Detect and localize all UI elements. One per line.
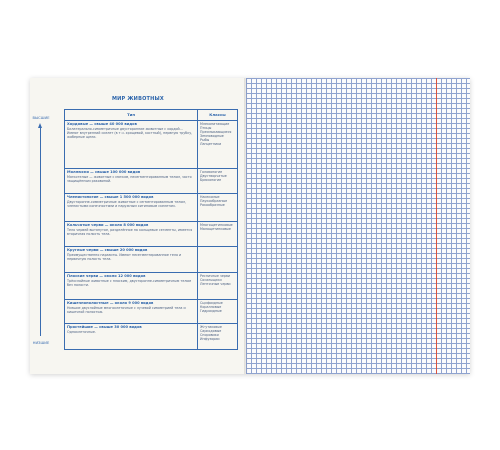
table-row (65, 273, 238, 300)
table-row (65, 324, 238, 350)
table-row (65, 222, 238, 247)
table-header-row (65, 110, 238, 121)
class-item: Саркодовые (200, 329, 222, 333)
table-row (65, 194, 238, 222)
type-name: Моллюски — свыше 100 000 видов (67, 170, 141, 174)
type-description: Билатерально-симметричные двусторонние животные с хордой... Имеют внутренний скелет (в т.ч. хрящевой, костный), нервную трубку, жаберные щели. (67, 126, 193, 139)
class-item: Ракообразные (200, 203, 225, 207)
type-name: Кольчатые черви — около 8 000 видов (67, 223, 149, 227)
classes-cell (198, 273, 238, 300)
classes-cell (198, 300, 238, 324)
table-row (65, 300, 238, 324)
classes-cell (198, 247, 238, 273)
header-classes: Классы (198, 110, 238, 121)
type-name: Хордовые — свыше 40 000 видов (67, 122, 137, 126)
type-name: Членистоногие — свыше 1 500 000 видов (67, 195, 154, 199)
type-name: Круглые черви — свыше 20 000 видов (67, 248, 148, 252)
class-item: Двустворчатые (200, 174, 227, 178)
classes-cell (198, 324, 238, 350)
animal-types-table (64, 109, 238, 350)
red-margin-line (436, 78, 437, 374)
type-name: Плоские черви — около 12 000 видов (67, 274, 146, 278)
type-description: Мягкотелые — животные с мягким, несегментированным телом, часто защищённым раковиной. (67, 174, 192, 183)
type-cell (65, 300, 198, 324)
type-cell (65, 324, 198, 350)
type-description: Преимущественно паразиты. Имеют несегментированное тело и первичную полость тела. (67, 252, 182, 261)
class-item: Млекопитающие (200, 122, 230, 126)
classes-cell (198, 194, 238, 222)
type-description: Низшие двуслойные многоклеточные с лучевой симметрией тела и кишечной полостью. (67, 305, 186, 314)
type-cell (65, 169, 198, 194)
class-item: Гидроидные (200, 309, 222, 313)
axis-label-bottom: НИЗШИЕ (32, 341, 50, 345)
class-item: Ленточные черви (200, 282, 231, 286)
page-fold (244, 78, 248, 374)
class-item: Рыбы (200, 138, 210, 142)
type-name: Простейшие — свыше 30 000 видов (67, 325, 142, 329)
type-description: Двусторонне-симметричные животные с сегментированным телом, членистыми конечностями и наружным хитиновым скелетом. (67, 199, 186, 208)
table-row (65, 169, 238, 194)
class-item: Птицы (200, 126, 212, 130)
class-item: Пресмыкающиеся (200, 130, 232, 134)
class-item: Ланцетники (200, 142, 222, 146)
type-description: Одноклеточные. (67, 329, 96, 334)
page-title: МИР ЖИВОТНЫХ (112, 96, 164, 102)
axis-label-top: ВЫСШИЕ (32, 116, 50, 120)
table-row (65, 247, 238, 273)
class-item: Коралловые (200, 305, 222, 309)
axis-line (40, 128, 41, 336)
classes-cell (198, 169, 238, 194)
type-cell (65, 121, 198, 169)
type-cell (65, 194, 198, 222)
header-type: Тип (65, 110, 198, 121)
class-item: Жгутиковые (200, 325, 222, 329)
table-row (65, 121, 238, 169)
class-item: Инфузории (200, 337, 220, 341)
type-cell (65, 222, 198, 247)
class-item: Малощетинковые (200, 227, 231, 231)
class-item: Сосальщики (200, 278, 222, 282)
class-item: Ресничные черви (200, 274, 231, 278)
type-name: Кишечнополостные — около 9 000 видов (67, 301, 154, 305)
class-item: Многощетинковые (200, 223, 233, 227)
class-item: Сцифоидные (200, 301, 223, 305)
type-description: Тело червей вытянутое, разделённое на кольцевые сегменты, имеется вторичная полость тела. (67, 227, 193, 236)
class-item: Насекомые (200, 195, 220, 199)
classes-cell (198, 222, 238, 247)
type-description: Трёхслойные животные с плоским, двусторонне-симметричным телом без полости. (67, 278, 191, 287)
class-item: Земноводные (200, 134, 224, 138)
type-cell (65, 247, 198, 273)
class-item: Брюхоногие (200, 178, 222, 182)
class-item: Головоногие (200, 170, 223, 174)
classes-cell (198, 121, 238, 169)
type-cell (65, 273, 198, 300)
class-item: Паукообразные (200, 199, 228, 203)
class-item: Споровики (200, 333, 219, 337)
